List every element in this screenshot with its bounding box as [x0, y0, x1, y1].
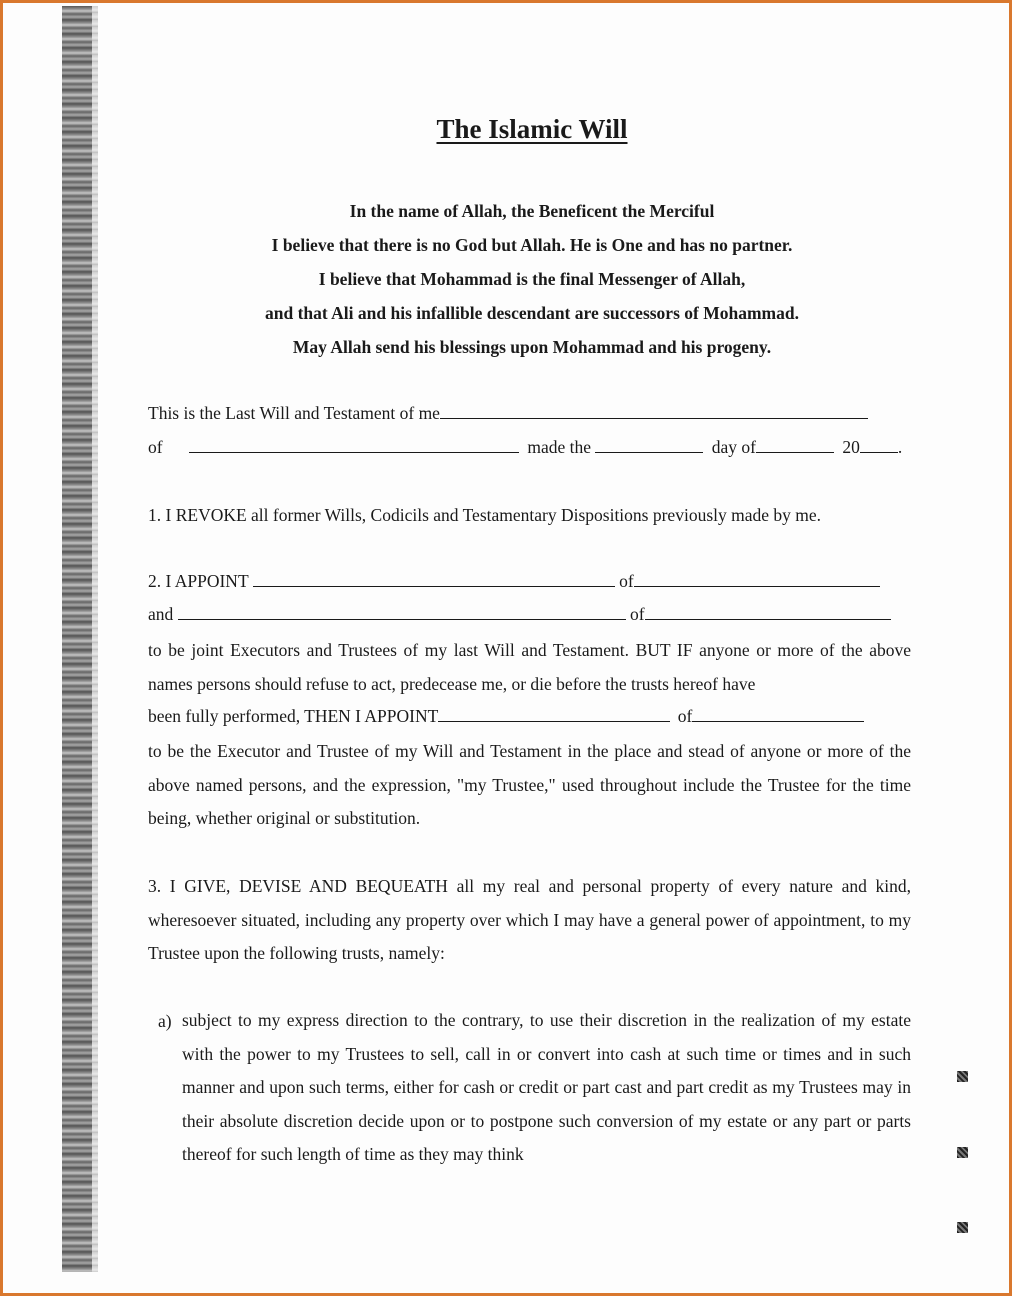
address-blank[interactable]: [189, 438, 519, 453]
clause-2-text-1: to be joint Executors and Trustees of my last Will and Testament. BUT IF anyone or more of the above names persons should refuse to act, predecease me, or die before the trusts hereof have: [148, 640, 911, 694]
executor-1-blank[interactable]: [253, 572, 615, 587]
preamble-line: In the name of Allah, the Beneficent the Merciful: [349, 201, 715, 221]
substitute-executor-blank[interactable]: [438, 707, 670, 722]
testament-line-1: [148, 403, 868, 424]
appoint-label: 2. I APPOINT: [148, 571, 249, 591]
preamble-line: May Allah send his blessings upon Mohammad and his progeny.: [292, 337, 772, 357]
preamble-line: I believe that there is no God but Allah. He is One and has no partner.: [271, 235, 793, 255]
clause-3a-text: subject to my express direction to the contrary, to use their discretion in the realization of my estate with the power to my Trustees to sell, call in or convert into cash at such time or times and in such manner and upon such terms, either for cash or credit or part cast and part credit as my Trustees may in their absolute discretion decide upon or to postpone such conversion of my estate or any part or parts thereof for such length of time as they may think: [182, 1010, 911, 1164]
clause-2-appoint: [148, 571, 880, 592]
testator-name-blank[interactable]: [440, 404, 868, 419]
scan-speck: [957, 1147, 968, 1158]
period: .: [897, 437, 903, 457]
executor-1-address-blank[interactable]: [634, 572, 880, 587]
testament-label: This is the Last Will and Testament of me: [148, 403, 440, 423]
clause-1: 1. I REVOKE all former Wills, Codicils and Testamentary Dispositions previously made by me.: [148, 505, 822, 525]
document-title: The Islamic Will: [436, 114, 628, 144]
preamble-line: I believe that Mohammad is the final Messenger of Allah,: [318, 269, 746, 289]
executor-2-address-blank[interactable]: [645, 605, 891, 620]
of-label: of: [677, 706, 693, 726]
clause-3: 3. I GIVE, DEVISE AND BEQUEATH all my real and personal property of every nature and kind, wheresoever situated, including any property over which I may have a general power of appointment, to my Trustee upon the following trusts, namely:: [148, 876, 911, 963]
day-of-label: day of: [711, 437, 756, 457]
scan-speck: [957, 1222, 968, 1233]
clause-3a-label: a): [158, 1011, 172, 1031]
month-blank[interactable]: [756, 438, 834, 453]
of-label: of: [619, 571, 634, 591]
clause-2-and: [148, 604, 891, 625]
of-label: of: [148, 437, 163, 457]
year-prefix: 20: [842, 437, 860, 457]
testament-line-2: [148, 437, 902, 458]
then-appoint-label: been fully performed, THEN I APPOINT: [148, 706, 439, 726]
substitute-address-blank[interactable]: [692, 707, 864, 722]
executor-2-blank[interactable]: [178, 605, 626, 620]
of-label: of: [630, 604, 645, 624]
day-blank[interactable]: [595, 438, 703, 453]
made-the-label: made the: [527, 437, 591, 457]
preamble-line: and that Ali and his infallible descendant are successors of Mohammad.: [265, 303, 799, 323]
preamble: [0, 196, 1012, 366]
clause-2-text-2: to be the Executor and Trustee of my Will and Testament in the place and stead of anyone or more of the above named persons, and the expression, "my Trustee," used throughout include the Trustee for the time being, whether original or substitution.: [148, 741, 911, 828]
and-label: and: [148, 604, 174, 624]
scan-speck: [957, 1071, 968, 1082]
year-blank[interactable]: [860, 438, 898, 453]
clause-2-then-appoint: [148, 706, 864, 727]
